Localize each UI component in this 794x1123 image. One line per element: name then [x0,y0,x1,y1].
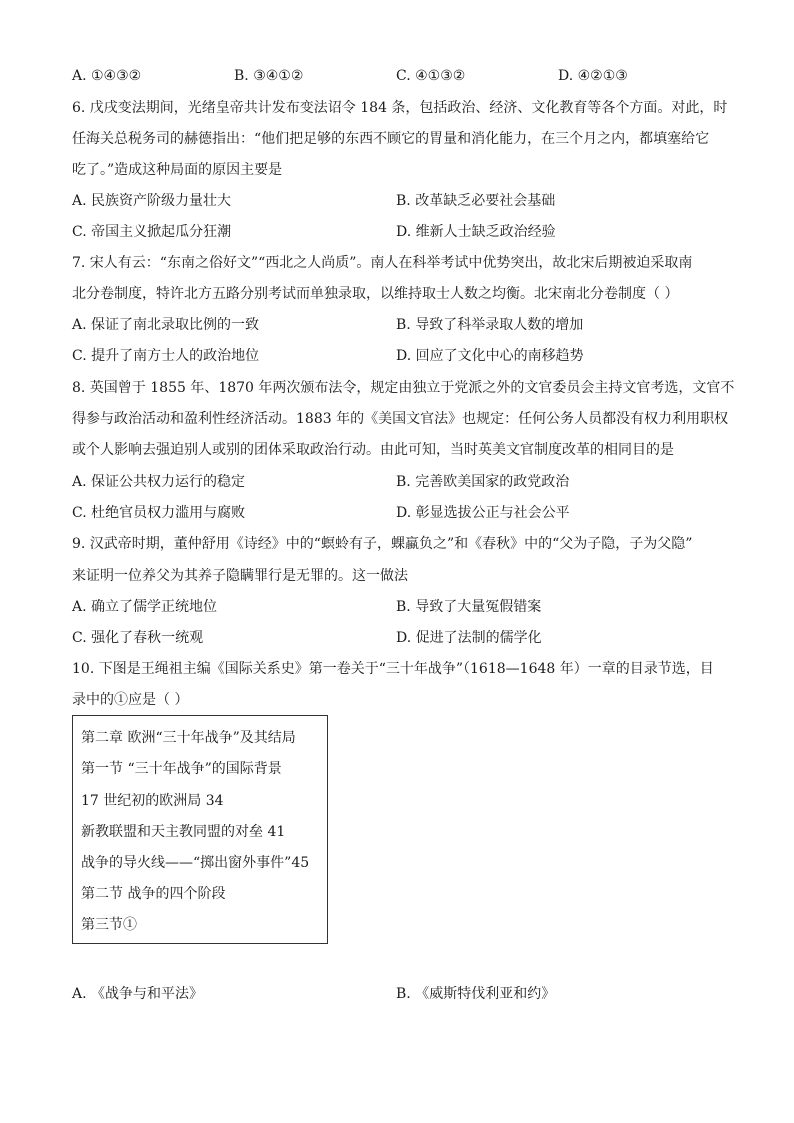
q6-stem-line: 吃了。”造成这种局面的原因主要是 [72,162,283,178]
toc-entry: 第三节① [81,917,137,933]
q7-option-d[interactable]: D. 回应了文化中心的南移趋势 [396,348,584,364]
q8-option-a[interactable]: A. 保证公共权力运行的稳定 [72,474,246,490]
q6-option-b[interactable]: B. 改革缺乏必要社会基础 [396,193,556,209]
q6-stem-line: 任海关总税务司的赫德指出：“他们把足够的东西不顾它的胃量和消化能力，在三个月之内，都填塞给它 [72,131,710,147]
toc-entry: 第二节 战争的四个阶段 [81,886,226,902]
q7-option-b[interactable]: B. 导致了科举录取人数的增加 [396,317,584,333]
q8-option-c[interactable]: C. 杜绝官员权力滥用与腐败 [72,505,246,521]
toc-entry: 第二章 欧洲“三十年战争”及其结局 [81,730,296,746]
q8-stem-line: 得参与政治活动和盈利性经济活动。1883 年的《美国文官法》也规定：任何公务人员都没有权力利用职权 [72,411,729,427]
q5-option-b[interactable]: B. ③④①② [234,68,304,84]
q6-option-c[interactable]: C. 帝国主义掀起瓜分狂潮 [72,224,232,240]
toc-entry: 17 世纪初的欧洲局 34 [81,793,224,809]
q6-stem-line: 6. 戊戌变法期间，光绪皇帝共计发布变法诏令 184 条，包括政治、经济、文化教育等各个方面。对此，时 [72,100,728,116]
q7-option-a[interactable]: A. 保证了南北录取比例的一致 [72,317,260,333]
q8-stem-line: 8. 英国曾于 1855 年、1870 年两次颁布法令，规定由独立于党派之外的文官委员会主持文官考选，文官不 [72,380,735,396]
q5-option-c[interactable]: C. ④①③② [396,68,466,84]
q10-stem-line: 10. 下图是王绳祖主编《国际关系史》第一卷关于“三十年战争”（1618—1648 年）一章的目录节选，目 [72,661,714,677]
toc-entry: 新教联盟和天主教同盟的对垒 41 [81,824,286,840]
q8-option-b[interactable]: B. 完善欧美国家的政党政治 [396,474,570,490]
q7-option-c[interactable]: C. 提升了南方士人的政治地位 [72,348,260,364]
toc-entry: 战争的导火线——“掷出窗外事件”45 [81,855,310,871]
toc-entry: 第一节 “三十年战争”的国际背景 [81,761,282,777]
q5-option-d[interactable]: D. ④②①③ [558,68,628,84]
q10-stem-line: 录中的①应是（ ） [72,692,189,708]
q9-stem-line: 来证明一位养父为其养子隐瞒罪行是无罪的。这一做法 [72,568,408,584]
q10-option-a[interactable]: A. 《战争与和平法》 [72,986,204,1002]
q6-option-d[interactable]: D. 维新人士缺乏政治经验 [396,224,556,240]
q9-stem-line: 9. 汉武帝时期，董仲舒用《诗经》中的“螟蛉有子，蜾蠃负之”和《春秋》中的“父为子隐，子为父隐” [72,536,693,552]
q10-option-b[interactable]: B. 《威斯特伐利亚和约》 [396,986,556,1002]
q9-option-b[interactable]: B. 导致了大量冤假错案 [396,599,542,615]
q6-option-a[interactable]: A. 民族资产阶级力量壮大 [72,193,232,209]
q8-stem-line: 或个人影响去强迫别人或别的团体采取政治行动。由此可知，当时英美文官制度改革的相同目的是 [72,442,674,458]
q9-option-c[interactable]: C. 强化了春秋一统观 [72,630,204,646]
table-of-contents-box [72,715,328,944]
q5-option-a[interactable]: A. ①④③② [72,68,142,84]
q7-stem-line: 7. 宋人有云：“东南之俗好文”“西北之人尚质”。南人在科举考试中优势突出，故北宋后期被迫采取南 [72,255,693,271]
q8-option-d[interactable]: D. 彰显选拔公正与社会公平 [396,505,570,521]
q7-stem-line: 北分卷制度，特许北方五路分别考试而单独录取，以维持取士人数之均衡。北宋南北分卷制度（ ） [72,286,679,302]
q9-option-d[interactable]: D. 促进了法制的儒学化 [396,630,542,646]
q9-option-a[interactable]: A. 确立了儒学正统地位 [72,599,218,615]
